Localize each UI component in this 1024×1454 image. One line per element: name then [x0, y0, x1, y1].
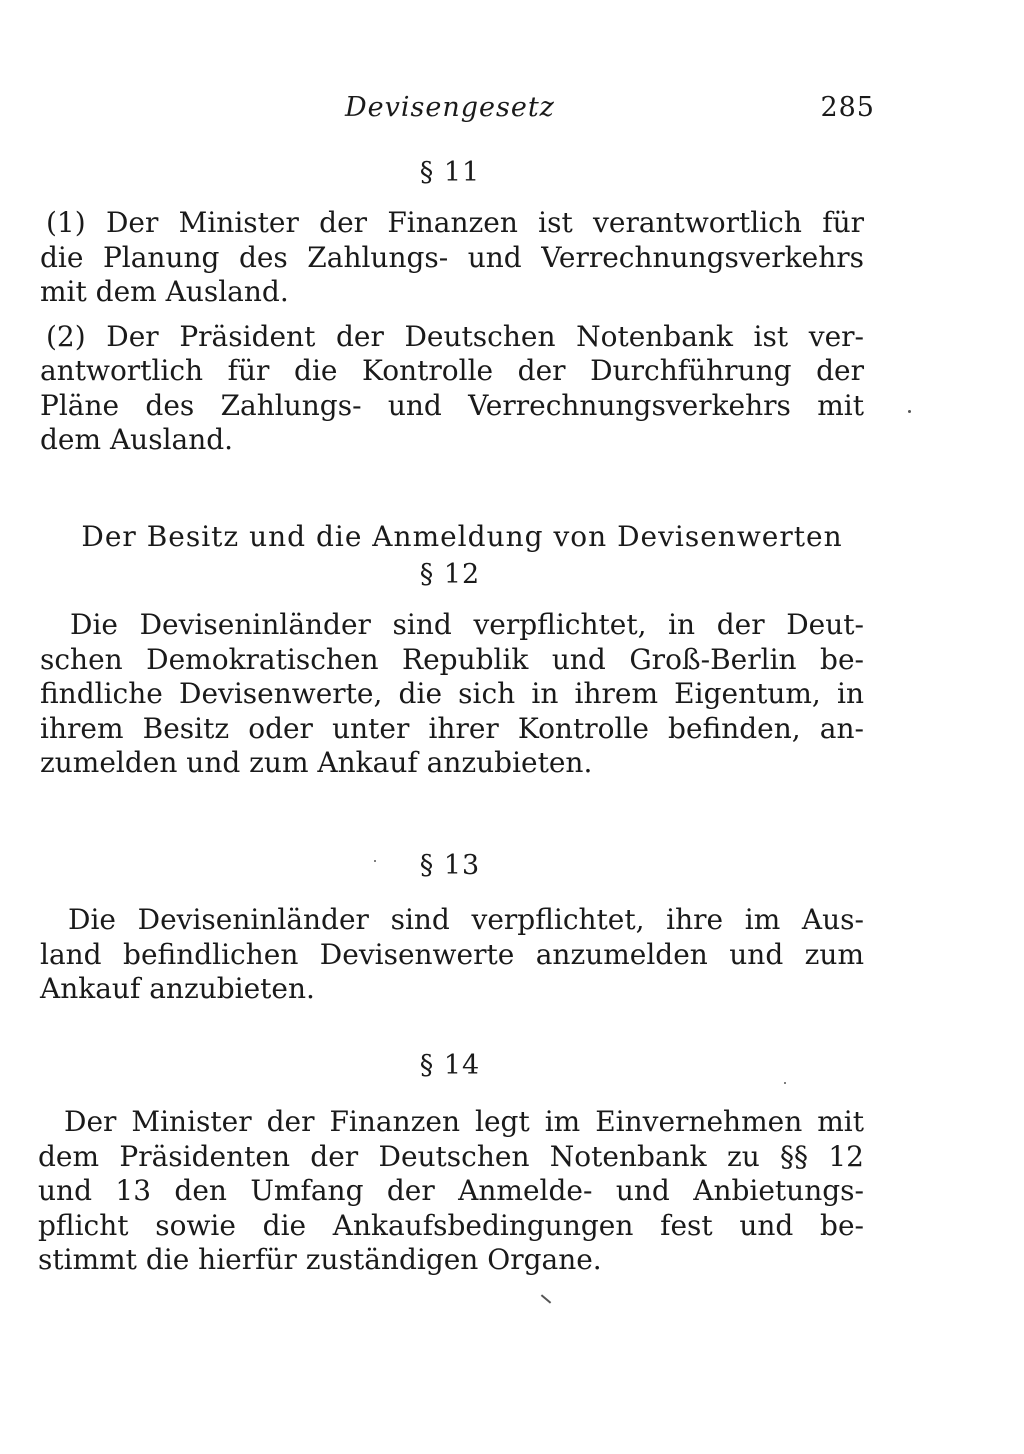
scan-speck — [908, 410, 911, 413]
page-header — [345, 92, 875, 128]
text-line: Der Minister der Finanzen legt im Einvernehmen mit — [64, 1105, 864, 1138]
text-line: (2) Der Präsident der Deutschen Notenbank ist ver- — [46, 319, 864, 353]
paragraph-11-1 — [36, 206, 864, 310]
section-title: Der Besitz und die Anmeldung von Devisenwerten — [81, 520, 843, 553]
text-line: pflicht sowie die Ankaufsbedingungen fest und be- — [38, 1208, 864, 1242]
text-line: (1) Der Minister der Finanzen ist verantwortlich für — [46, 206, 864, 239]
section-heading: § 12 — [419, 559, 481, 590]
text-line: Ankauf anzubieten. — [40, 972, 315, 1005]
text-line: Die Deviseninländer sind verpflichtet, in der Deut- — [70, 608, 864, 641]
paragraph-14 — [36, 1105, 864, 1278]
text-line: mit dem Ausland. — [40, 275, 289, 308]
paragraph-13 — [36, 903, 864, 1007]
text-line: stimmt die hierfür zuständigen Organe. — [38, 1243, 602, 1276]
section-heading: § 14 — [419, 1050, 481, 1081]
scan-speck — [374, 860, 376, 862]
paragraph-11-2 — [36, 320, 864, 458]
text-line: Pläne des Zahlungs- und Verrechnungsverkehrs mit — [40, 388, 864, 422]
section-heading: § 13 — [419, 850, 481, 881]
text-line: die Planung des Zahlungs- und Verrechnungsverkehrs — [40, 240, 864, 274]
text-line: und 13 den Umfang der Anmelde- und Anbietungs- — [38, 1174, 864, 1207]
text-line: ihrem Besitz oder unter ihrer Kontrolle befinden, an- — [40, 711, 864, 745]
text-line: dem Präsidenten der Deutschen Notenbank zu §§ 12 — [38, 1139, 864, 1173]
text-line: zumelden und zum Ankauf anzubieten. — [40, 746, 593, 779]
text-line: dem Ausland. — [40, 423, 234, 456]
section-14 — [36, 1049, 864, 1278]
section-heading: § 11 — [419, 157, 481, 188]
scan-speck — [784, 1082, 786, 1084]
text-line: Die Deviseninländer sind verpflichtet, ihre im Aus- — [68, 903, 864, 936]
paragraph-12 — [36, 608, 864, 781]
text-line: land befindlichen Devisenwerte anzumelden und zum — [40, 937, 864, 971]
scan-speck — [541, 1294, 551, 1303]
text-line: findliche Devisenwerte, die sich in ihrem Eigentum, in — [40, 677, 864, 710]
running-title: Devisengesetz — [345, 92, 555, 123]
section-13 — [36, 849, 864, 1007]
section-11 — [36, 156, 864, 458]
section-12 — [36, 520, 864, 781]
text-line: antwortlich für die Kontrolle der Durchführung der — [40, 354, 864, 387]
page-number: 285 — [820, 92, 875, 123]
text-line: schen Demokratischen Republik und Groß-Berlin be- — [40, 642, 864, 676]
